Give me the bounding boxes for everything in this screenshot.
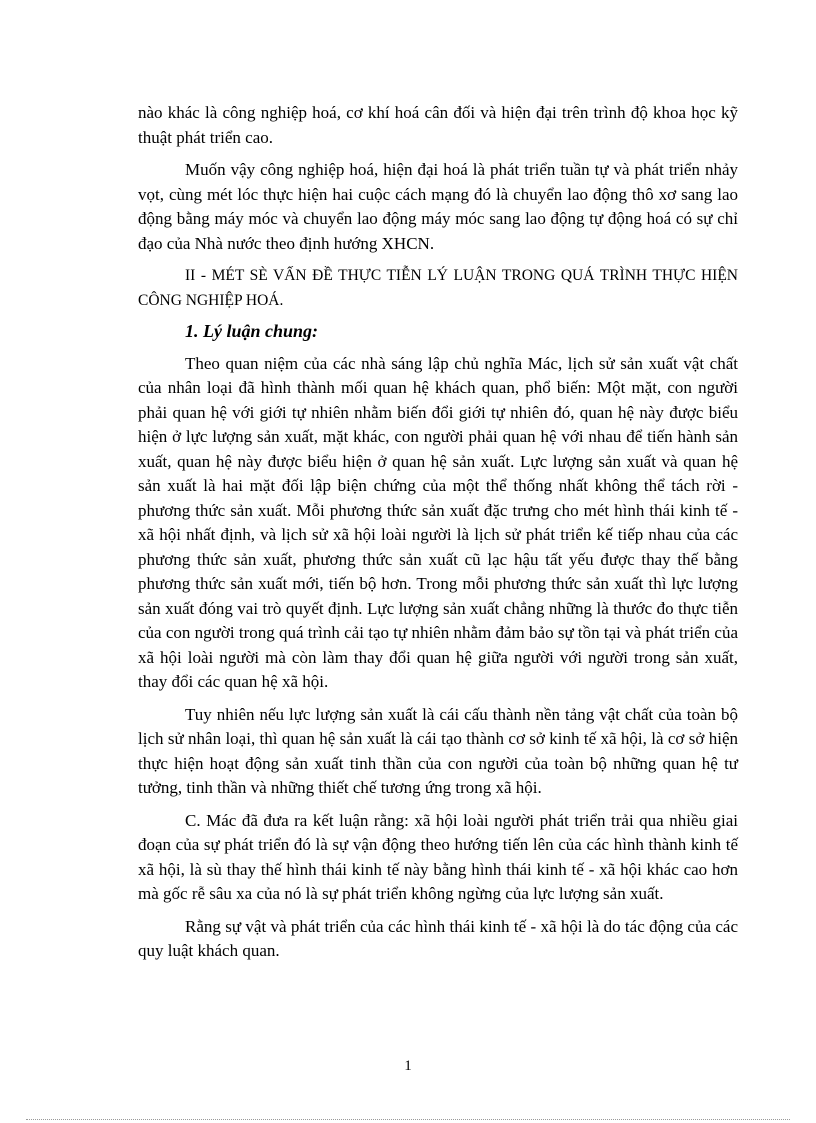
document-body bbox=[138, 101, 738, 964]
section-heading: II - MÉT SÈ VẤN ĐỀ THỰC TIỄN LÝ LUẬN TRONG QUÁ TRÌNH THỰC HIỆN CÔNG NGHIỆP HOÁ. bbox=[138, 267, 738, 309]
footer-divider bbox=[26, 1119, 790, 1120]
page-number: 1 bbox=[404, 1058, 412, 1074]
paragraph: Tuy nhiên nếu lực lượng sản xuất là cái cấu thành nền tảng vật chất của toàn bộ lịch sử nhân loại, thì quan hệ sản xuất là cái tạo thành cơ sở kinh tế xã hội, là cơ sở hiện thực hiện hoạt động sản xuất tinh thần của con người của toàn bộ những quan hệ tư tưởng, tinh thần và những thiết chế tương ứng trong xã hội. bbox=[138, 704, 738, 797]
paragraph: Theo quan niệm của các nhà sáng lập chủ nghĩa Mác, lịch sử sản xuất vật chất của nhân loại đã hình thành mối quan hệ khách quan, phổ biến: Một mặt, con người phải quan hệ với giới tự nhiên nhằm biến đổi giới tự nhiên đó, quan hệ này được biểu hiện ở lực lượng sản xuất, mặt khác, con người phải quan hệ với nhau để tiến hành sản xuất, quan hệ này được biểu hiện ở quan hệ sản xuất. Lực lượng sản xuất và quan hệ sản xuất là hai mặt đối lập biện chứng của một thể thống nhất không thể tách rời - phương thức sản xuất. Mỗi phương thức sản xuất đặc trưng cho mét hình thái kinh tế - xã hội nhất định, và lịch sử xã hội loài người là lịch sử phát triển kế tiếp nhau của các phương thức sản xuất, phương thức sản xuất cũ lạc hậu tất yếu được thay thế bằng phương thức sản xuất mới, tiến bộ hơn. Trong mỗi phương thức sản xuất thì lực lượng sản xuất đóng vai trò quyết định. Lực lượng sản xuất chẳng những là thước đo thực tiễn của con người trong quá trình cải tạo tự nhiên nhằm đảm bảo sự tồn tại và phát triển của xã hội loài người mà còn làm thay đổi quan hệ giữa người với người trong sản xuất, thay đổi các quan hệ xã hội. bbox=[138, 353, 738, 691]
subsection-heading: 1. Lý luận chung: bbox=[185, 321, 319, 341]
paragraph: Rằng sự vật và phát triển của các hình thái kinh tế - xã hội là do tác động của các quy luật khách quan. bbox=[138, 916, 738, 960]
paragraph: Muốn vậy công nghiệp hoá, hiện đại hoá là phát triển tuần tự và phát triển nhảy vọt, cùng mét lóc thực hiện hai cuộc cách mạng đó là chuyển lao động thô xơ sang lao động bằng máy móc và chuyển lao động máy móc sang lao động tự động hoá có sự chỉ đạo của Nhà nước theo định hướng XHCN. bbox=[138, 160, 738, 253]
paragraph-continuation: nào khác là công nghiệp hoá, cơ khí hoá cân đối và hiện đại trên trình độ khoa học kỹ thuật phát triển cao. bbox=[138, 103, 738, 147]
paragraph: C. Mác đã đưa ra kết luận rằng: xã hội loài người phát triển trải qua nhiều giai đoạn của sự phát triển đó là sự vận động theo hướng tiến lên của các hình thành kinh tế xã hội, là sù thay thế hình thái kinh tế này bằng hình thái kinh tế - xã hội khác cao hơn mà gốc rễ sâu xa của nó là sự phát triển không ngừng của lực lượng sản xuất. bbox=[138, 810, 738, 903]
